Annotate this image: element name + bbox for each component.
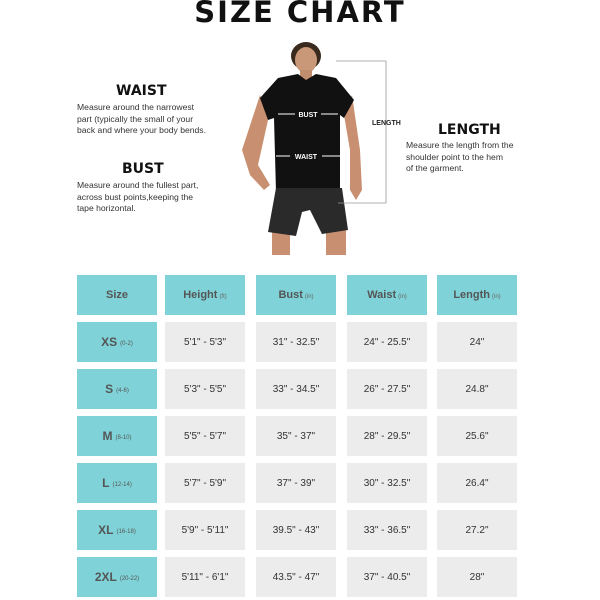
size-cell: [77, 416, 157, 456]
length-cell: 26.4": [437, 463, 517, 503]
bust-desc-line: Measure around the fullest part,: [77, 180, 199, 190]
shirt: [260, 74, 354, 192]
shorts: [268, 188, 348, 236]
size-label: XS: [101, 335, 118, 349]
height-cell: 5'5" - 5'7": [165, 416, 245, 456]
waist-cell: 37" - 40.5": [347, 557, 427, 597]
header-label: Length: [453, 289, 490, 301]
bust-cell: 33" - 34.5": [256, 369, 336, 409]
length-cell: 28": [437, 557, 517, 597]
figure-length-label: LENGTH: [372, 120, 401, 127]
length-cell: 24.8": [437, 369, 517, 409]
size-label: L: [102, 476, 110, 490]
page-title: SIZE CHART: [194, 0, 406, 29]
height-cell: 5'1" - 5'3": [165, 322, 245, 362]
size-range: (4-6): [116, 387, 129, 394]
header-label: Size: [105, 289, 128, 301]
bust-cell: 31" - 32.5": [256, 322, 336, 362]
header-height: [165, 275, 245, 315]
waist-desc-line: part (typically the small of your: [77, 113, 194, 124]
size-label: 2XL: [94, 570, 117, 584]
waist-cell: 30" - 32.5": [347, 463, 427, 503]
header-bust: [256, 275, 336, 315]
waist-cell: 28" - 29.5": [347, 416, 427, 456]
header-waist: [347, 275, 427, 315]
header-label: Height: [183, 289, 218, 301]
bust-heading: BUST: [122, 161, 164, 177]
size-cell: [77, 557, 157, 597]
size-range: (0-2): [120, 340, 133, 347]
header-unit: (in): [492, 293, 501, 300]
figure-waist-label: WAIST: [294, 154, 318, 161]
length-desc-line: of the garment.: [406, 163, 464, 173]
length-cell: 24": [437, 322, 517, 362]
height-cell: 5'3" - 5'5": [165, 369, 245, 409]
size-range: (8-10): [115, 434, 132, 441]
waist-description: [77, 102, 206, 137]
height-cell: 5'9" - 5'11": [165, 510, 245, 550]
size-label: XL: [98, 523, 114, 537]
bust-cell: 43.5" - 47": [256, 557, 336, 597]
header-label: Bust: [278, 289, 303, 301]
size-range: (12-14): [112, 481, 132, 488]
length-description: [406, 140, 513, 175]
length-desc-line: Measure the length from the: [406, 140, 514, 150]
size-range: (16-18): [116, 528, 136, 535]
waist-desc-line: Measure around the narrowest: [77, 102, 195, 112]
header-unit: (ft): [219, 293, 227, 300]
size-label: S: [105, 382, 114, 396]
size-cell: [77, 322, 157, 362]
height-cell: 5'7" - 5'9": [165, 463, 245, 503]
bust-desc-line: across bust points,keeping the: [77, 191, 194, 202]
model-figure: [220, 40, 390, 255]
size-cell: [77, 463, 157, 503]
size-cell: [77, 510, 157, 550]
size-range: (20-22): [119, 575, 140, 582]
bust-desc-line: tape horizontal.: [77, 203, 136, 213]
bust-description: [77, 180, 198, 215]
header-size: [77, 275, 157, 315]
height-cell: 5'11" - 6'1": [165, 557, 245, 597]
bust-cell: 39.5" - 43": [256, 510, 336, 550]
header-unit: (in): [398, 293, 407, 300]
size-label: M: [102, 429, 113, 443]
header-label: Waist: [367, 289, 397, 301]
waist-heading: WAIST: [116, 83, 167, 99]
size-cell: [77, 369, 157, 409]
length-heading: LENGTH: [438, 122, 501, 138]
head: [295, 47, 317, 73]
header-unit: (in): [304, 293, 314, 300]
waist-cell: 26" - 27.5": [347, 369, 427, 409]
length-cell: 25.6": [437, 416, 517, 456]
header-length: [437, 275, 517, 315]
bust-cell: 35" - 37": [256, 416, 336, 456]
figure-bust-label: BUST: [298, 112, 318, 119]
length-desc-line: shoulder point to the hem: [406, 151, 503, 162]
waist-cell: 33" - 36.5": [347, 510, 427, 550]
waist-cell: 24" - 25.5": [347, 322, 427, 362]
waist-desc-line: back and where your body bends.: [77, 125, 206, 135]
length-cell: 27.2": [437, 510, 517, 550]
bust-cell: 37" - 39": [256, 463, 336, 503]
